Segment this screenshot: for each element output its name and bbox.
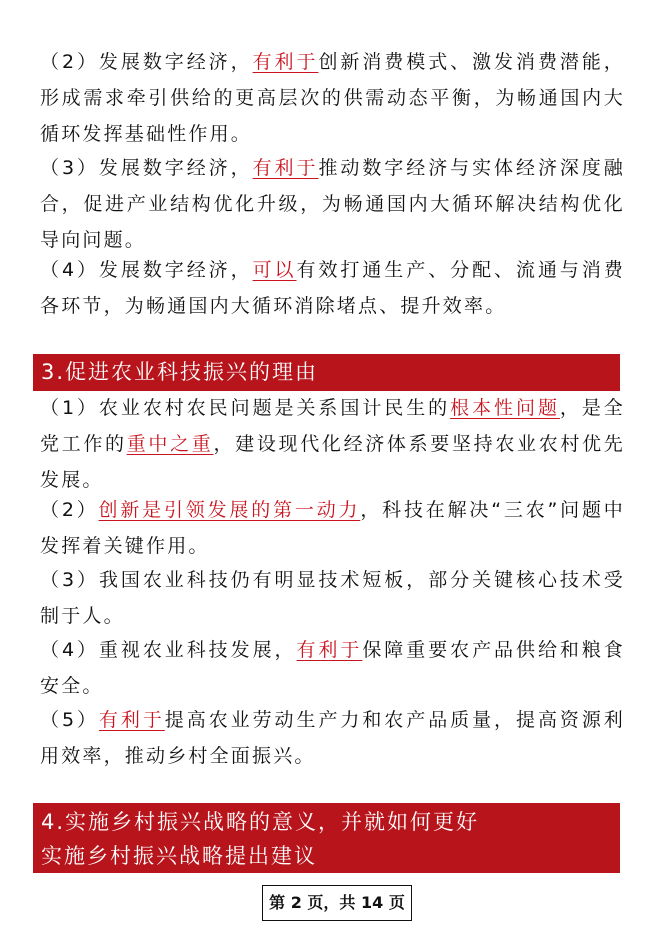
paragraph-3-1	[40, 390, 625, 498]
paragraph-2-4	[40, 252, 625, 324]
paragraph-text: （4）发展数字经济，	[40, 259, 253, 281]
paragraph-text: （5）	[40, 709, 99, 731]
paragraph-2-2	[40, 44, 625, 152]
paragraph-text: 有效打通生产、分配、流通与消费各环节，为畅通国内大循环消除堵点、提升效率。	[40, 259, 625, 317]
paragraph-text: 推动数字经济与实体经济深度融合，促进产业结构优化升级，为畅通国内大循环解决结构优化导向问题。	[40, 157, 625, 251]
paragraph-2-3	[40, 150, 625, 258]
paragraph-text: ，是全党工作的	[40, 397, 625, 455]
highlight-phrase: 有利于	[296, 639, 363, 661]
paragraph-3-4	[40, 632, 625, 704]
section-3-heading: 3.促进农业科技振兴的理由	[33, 354, 620, 391]
highlight-phrase: 重中之重	[126, 433, 214, 455]
paragraph-text: ，科技在解决“三农”问题中发挥着关键作用。	[40, 499, 625, 557]
paragraph-3-3	[40, 562, 625, 634]
page-number-box: 第 2 页，共 14 页	[262, 885, 412, 921]
highlight-phrase: 有利于	[252, 51, 319, 73]
highlight-phrase: 创新是引领发展的第一动力	[98, 499, 361, 521]
paragraph-text: 提高农业劳动生产力和农产品质量，提高资源利用效率，推动乡村全面振兴。	[40, 709, 625, 767]
paragraph-text: 创新消费模式、激发消费潜能，形成需求牵引供给的更高层次的供需动态平衡，为畅通国内大循环发挥基础性作用。	[40, 51, 625, 145]
section-4-heading	[33, 803, 620, 873]
section-4-heading-line2: 实施乡村振兴战略提出建议	[41, 844, 317, 868]
paragraph-3-5	[40, 702, 625, 774]
paragraph-text: （1）农业农村农民问题是关系国计民生的	[40, 397, 451, 419]
highlight-phrase: 根本性问题	[450, 397, 560, 419]
paragraph-text: （4）重视农业科技发展，	[40, 639, 297, 661]
paragraph-text: （2）	[40, 499, 99, 521]
paragraph-text: （2）发展数字经济，	[40, 51, 253, 73]
section-4-heading-line1: 4.实施乡村振兴战略的意义，并就如何更好	[41, 810, 480, 834]
highlight-phrase: 可以	[252, 259, 297, 281]
paragraph-text: （3）我国农业科技仍有明显技术短板，部分关键核心技术受制于人。	[40, 569, 625, 627]
highlight-phrase: 有利于	[252, 157, 319, 179]
paragraph-text: （3）发展数字经济，	[40, 157, 253, 179]
highlight-phrase: 有利于	[98, 709, 165, 731]
paragraph-3-2	[40, 492, 625, 564]
paragraph-text: ，建设现代化经济体系要坚持农业农村优先发展。	[40, 433, 625, 491]
paragraph-text: 保障重要农产品供给和粮食安全。	[40, 639, 625, 697]
